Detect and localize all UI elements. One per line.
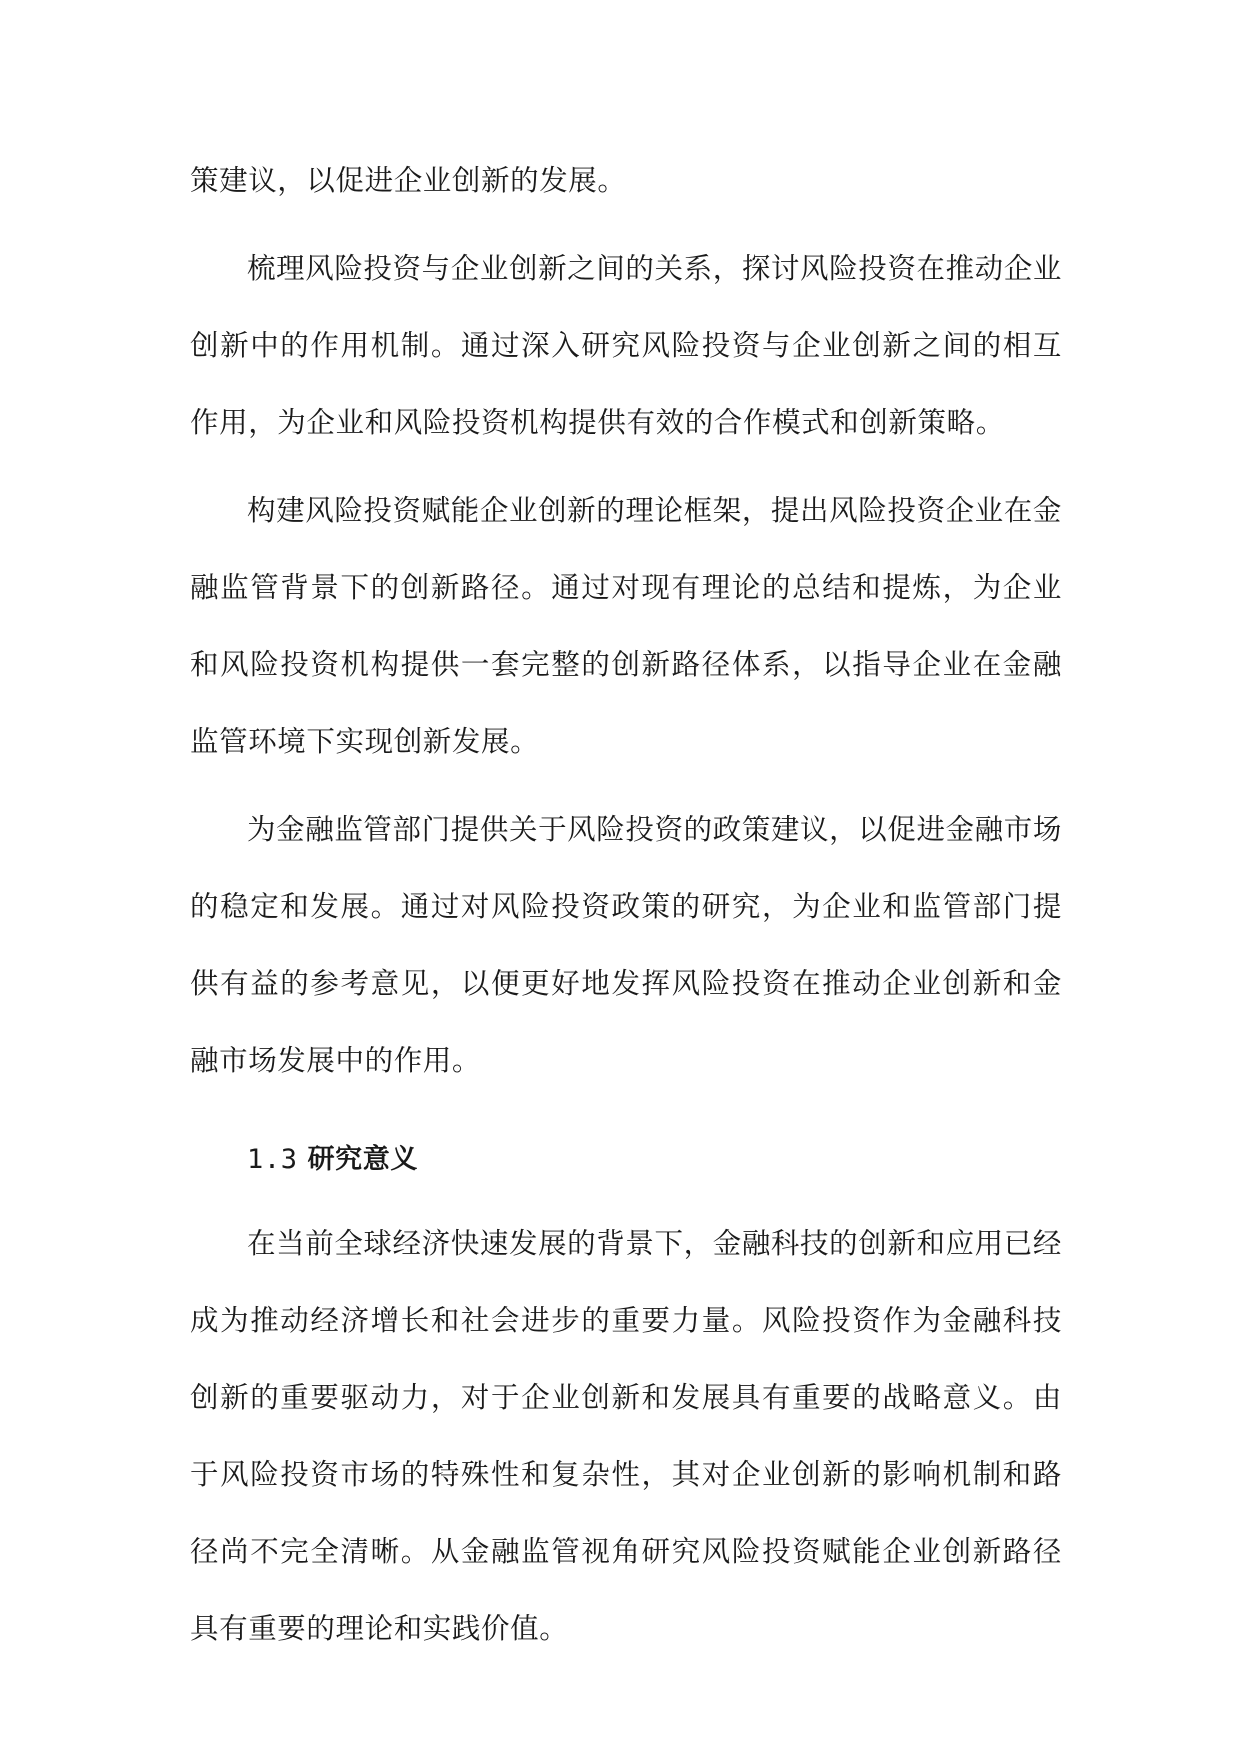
paragraph-framework: 构建风险投资赋能企业创新的理论框架，提出风险投资企业在金融监管背景下的创新路径。通过对现有理论的总结和提炼，为企业和风险投资机构提供一套完整的创新路径体系，以指导企业在金融监管环境下实现创新发展。: [190, 494, 1062, 758]
paragraph-relationship: 梳理风险投资与企业创新之间的关系，探讨风险投资在推动企业创新中的作用机制。通过深入研究风险投资与企业创新之间的相互作用，为企业和风险投资机构提供有效的合作模式和创新策略。: [190, 252, 1062, 439]
paragraph-policy: 为金融监管部门提供关于风险投资的政策建议，以促进金融市场的稳定和发展。通过对风险投资政策的研究，为企业和监管部门提供有益的参考意见，以便更好地发挥风险投资在推动企业创新和金融市场发展中的作用。: [190, 813, 1062, 1077]
paragraph-continuation: 策建议，以促进企业创新的发展。: [190, 164, 627, 197]
paragraph-significance: 在当前全球经济快速发展的背景下，金融科技的创新和应用已经成为推动经济增长和社会进步的重要力量。风险投资作为金融科技创新的重要驱动力，对于企业创新和发展具有重要的战略意义。由于风险投资市场的特殊性和复杂性，其对企业创新的影响机制和路径尚不完全清晰。从金融监管视角研究风险投资赋能企业创新路径具有重要的理论和实践价值。: [190, 1227, 1062, 1645]
section-title: 研究意义: [307, 1144, 418, 1175]
section-number: 1.3: [247, 1144, 298, 1175]
section-heading: [190, 1125, 1062, 1195]
document-body: [190, 142, 1062, 1678]
